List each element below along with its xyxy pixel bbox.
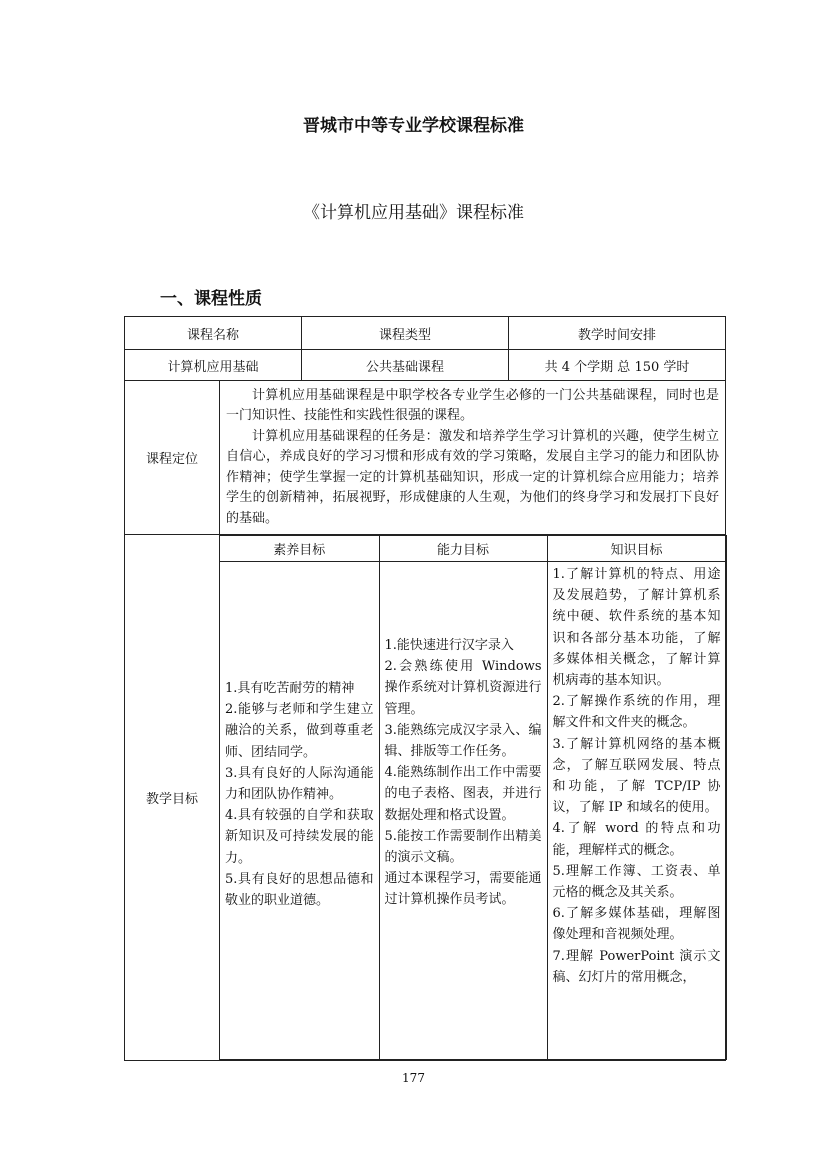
knowledge-goals-cell (547, 562, 726, 1060)
header-course-type: 课程类型 (302, 317, 509, 350)
positioning-paragraph: 计算机应用基础课程是中职学校各专业学生必修的一门公共基础课程，同时也是一门知识性、技能性和实践性很强的课程。 (226, 387, 720, 424)
school-title: 晋城市中等专业学校课程标准 (303, 116, 524, 136)
value-course-name: 计算机应用基础 (125, 350, 302, 381)
goals-table (220, 535, 727, 1060)
positioning-paragraph: 计算机应用基础课程的任务是：激发和培养学生学习计算机的兴趣，使学生树立自信心，养成良好的学习习惯和形成有效的学习策略，发展自主学习的能力和团队协作精神；使学生掌握一定的计算机基础知识，形成一定的计算机综合应用能力；培养学生的创新精神，拓展视野，形成健康的人生观，为他们的终身学习和发展打下良好的基础。 (226, 428, 720, 526)
knowledge-goal-item: 3.了解计算机网络的基本概念，了解互联网发展、特点和功能，了解 TCP/IP 协议，了解 IP 和域名的使用。 (552, 736, 721, 816)
literacy-goals-cell (220, 562, 379, 1060)
literacy-goal-item: 1.具有吃苦耐劳的精神 (225, 681, 355, 696)
section-heading: 一、课程性质 (160, 289, 262, 309)
literacy-goal-item: 4.具有较强的自学和获取新知识及可持续发展的能力。 (225, 808, 374, 866)
goal-header-knowledge: 知识目标 (547, 536, 726, 562)
literacy-goal-item: 3.具有良好的人际沟通能力和团队协作精神。 (225, 765, 374, 803)
knowledge-goals (548, 562, 726, 992)
ability-goal-item: 4.能熟练制作出工作中需要的电子表格、图表，并进行数据处理和格式设置。 (384, 765, 542, 823)
ability-goal-item: 2.会熟练使用 Windows 操作系统对计算机资源进行管理。 (384, 659, 542, 717)
ability-goal-item: 1.能快速进行汉字录入 (384, 638, 514, 653)
ability-goals (380, 562, 547, 915)
knowledge-goal-item: 5.理解工作簿、工资表、单元格的概念及其关系。 (552, 863, 721, 901)
course-table (124, 316, 726, 1061)
positioning-label: 课程定位 (125, 381, 220, 535)
literacy-goals (220, 562, 379, 915)
ability-goals-cell (379, 562, 547, 1060)
knowledge-goal-item: 6.了解多媒体基础，理解图像处理和音视频处理。 (552, 906, 721, 943)
header-course-name: 课程名称 (125, 317, 302, 350)
ability-goal-item: 3.能熟练完成汉字录入、编辑、排版等工作任务。 (384, 722, 542, 760)
ability-goal-item: 5.能按工作需要制作出精美的演示文稿。 (384, 828, 542, 866)
knowledge-goal-item: 4.了解 word 的特点和功能，理解样式的概念。 (552, 821, 721, 858)
goals-label: 教学目标 (125, 535, 220, 1061)
knowledge-goal-item: 1.了解计算机的特点、用途及发展趋势，了解计算机系统中硬、软件系统的基本知识和各部分基本功能，了解多媒体相关概念，了解计算机病毒的基本知识。 (552, 567, 721, 689)
knowledge-goal-item: 2.了解操作系统的作用，理解文件和文件夹的概念。 (552, 694, 721, 731)
value-schedule: 共 4 个学期 总 150 学时 (509, 350, 726, 381)
goal-header-literacy: 素养目标 (220, 536, 379, 562)
ability-goal-item: 通过本课程学习，需要能通过计算机操作员考试。 (384, 871, 542, 908)
positioning-text (220, 381, 726, 535)
literacy-goal-item: 5.具有良好的思想品德和敬业的职业道德。 (225, 871, 374, 909)
course-title: 《计算机应用基础》课程标准 (303, 203, 524, 223)
knowledge-goal-item: 7.理解 PowerPoint 演示文稿、幻灯片的常用概念， (552, 948, 721, 985)
header-schedule: 教学时间安排 (509, 317, 726, 350)
value-course-type: 公共基础课程 (302, 350, 509, 381)
goals-area (220, 535, 726, 1061)
literacy-goal-item: 2.能够与老师和学生建立融洽的关系，做到尊重老师、团结同学。 (225, 702, 374, 760)
goal-header-ability: 能力目标 (379, 536, 547, 562)
page-number: 177 (402, 1071, 425, 1085)
